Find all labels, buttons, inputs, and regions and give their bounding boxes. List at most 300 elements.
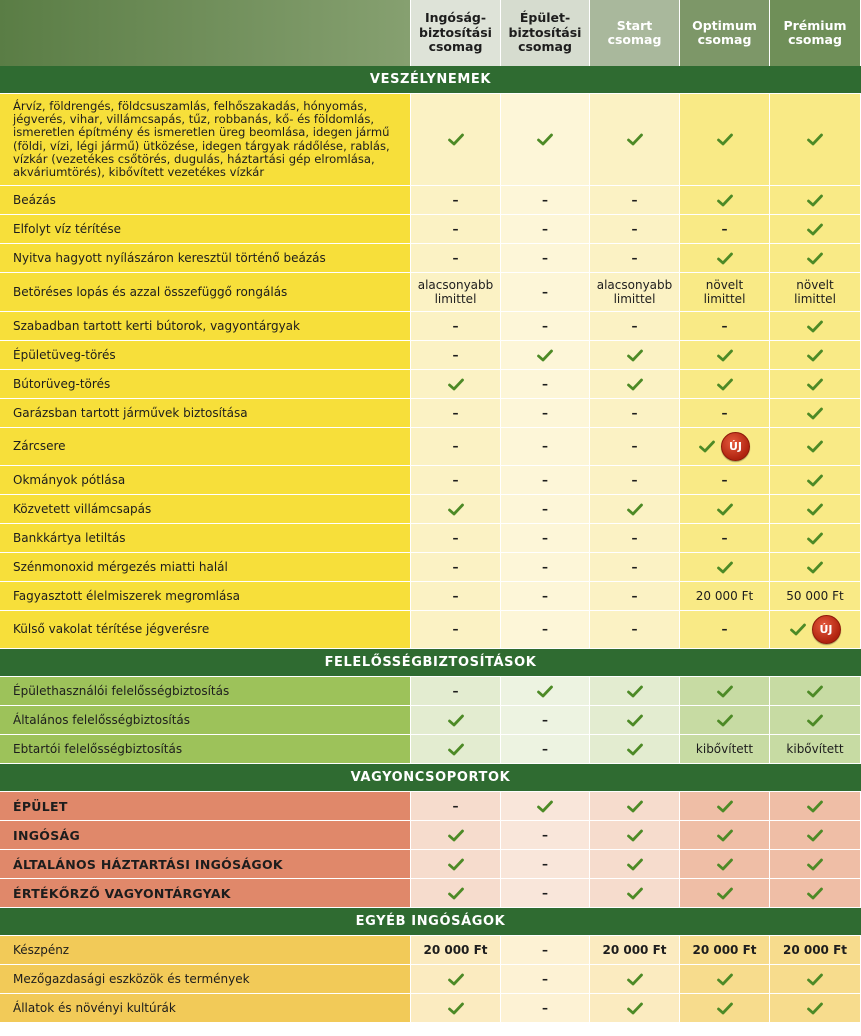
row-label: Szénmonoxid mérgezés miatti halál <box>0 553 410 581</box>
check-icon <box>807 194 823 207</box>
row-label: Készpénz <box>0 936 410 964</box>
column-header-2: Épület- biztosítási csomag <box>501 0 589 66</box>
value-cell <box>770 936 860 964</box>
check-icon <box>807 973 823 986</box>
dash-cell <box>501 611 589 648</box>
check-cell <box>770 524 860 552</box>
table-row <box>0 273 861 311</box>
check-icon <box>807 887 823 900</box>
value-cell <box>590 273 679 311</box>
check-cell <box>590 370 679 398</box>
table-row <box>0 792 861 820</box>
dash-cell <box>590 582 679 610</box>
check-cell <box>680 879 769 907</box>
dash-cell <box>680 524 769 552</box>
row-label: Általános felelősségbiztosítás <box>0 706 410 734</box>
dash-cell <box>411 466 500 494</box>
check-icon <box>717 349 733 362</box>
check-cell <box>590 94 679 185</box>
table-row <box>0 879 861 907</box>
check-icon <box>807 1002 823 1015</box>
check-icon <box>627 829 643 842</box>
check-icon <box>699 440 715 453</box>
dash-cell <box>411 186 500 214</box>
dash-mark: – <box>452 250 459 265</box>
check-icon <box>807 474 823 487</box>
dash-mark: – <box>721 622 728 637</box>
check-icon <box>717 800 733 813</box>
dash-cell <box>590 215 679 243</box>
dash-cell <box>501 312 589 340</box>
dash-cell <box>680 215 769 243</box>
table-row <box>0 706 861 734</box>
table-row <box>0 399 861 427</box>
check-icon <box>807 378 823 391</box>
dash-cell <box>590 524 679 552</box>
dash-cell <box>501 706 589 734</box>
row-label: ÉPÜLET <box>0 792 410 820</box>
check-cell <box>411 994 500 1022</box>
column-header-1: Ingóság- biztosítási csomag <box>411 0 500 66</box>
dash-cell <box>501 428 589 465</box>
check-icon <box>717 378 733 391</box>
dash-cell <box>501 850 589 878</box>
dash-cell <box>501 215 589 243</box>
dash-cell <box>411 244 500 272</box>
check-cell <box>411 370 500 398</box>
check-icon <box>807 320 823 333</box>
dash-cell <box>501 524 589 552</box>
row-label: INGÓSÁG <box>0 821 410 849</box>
check-icon <box>807 532 823 545</box>
check-cell <box>770 215 860 243</box>
check-icon <box>448 858 464 871</box>
value-text: 20 000 Ft <box>695 588 754 603</box>
dash-cell <box>680 399 769 427</box>
dash-mark: – <box>452 798 459 813</box>
dash-cell <box>501 965 589 993</box>
dash-cell <box>501 994 589 1022</box>
check-icon <box>627 1002 643 1015</box>
check-cell <box>770 186 860 214</box>
value-text: alacsonyabb limittel <box>596 277 673 306</box>
value-cell <box>680 273 769 311</box>
column-header-3: Start csomag <box>590 0 679 66</box>
check-icon <box>717 973 733 986</box>
check-icon <box>807 407 823 420</box>
dash-mark: – <box>542 250 548 265</box>
row-label: Garázsban tartott járművek biztosítása <box>0 399 410 427</box>
dash-cell <box>501 735 589 763</box>
section-title: FELELŐSSÉGBIZTOSÍTÁSOK <box>0 649 861 676</box>
dash-mark: – <box>542 885 548 900</box>
dash-cell <box>501 370 589 398</box>
value-cell <box>411 273 500 311</box>
row-label: Bútorüveg-törés <box>0 370 410 398</box>
row-label: Állatok és növényi kultúrák <box>0 994 410 1022</box>
check-icon <box>448 743 464 756</box>
check-cell <box>590 341 679 369</box>
check-cell <box>770 994 860 1022</box>
check-icon <box>537 349 553 362</box>
row-label: Fagyasztott élelmiszerek megromlása <box>0 582 410 610</box>
check-icon <box>627 685 643 698</box>
dash-cell <box>680 611 769 648</box>
check-icon <box>717 194 733 207</box>
row-label: Betöréses lopás és azzal összefüggő rongálás <box>0 273 410 311</box>
dash-cell <box>680 466 769 494</box>
check-cell <box>680 821 769 849</box>
check-cell <box>590 879 679 907</box>
check-cell <box>770 965 860 993</box>
section-title: VAGYONCSOPORTOK <box>0 764 861 791</box>
dash-mark: – <box>631 588 638 603</box>
dash-mark: – <box>542 318 548 333</box>
check-icon <box>717 503 733 516</box>
table-row <box>0 94 861 185</box>
check-icon <box>627 887 643 900</box>
table-row <box>0 341 861 369</box>
row-label: Ebtartói felelősségbiztosítás <box>0 735 410 763</box>
dash-cell <box>411 312 500 340</box>
dash-mark: – <box>721 405 728 420</box>
check-cell <box>590 821 679 849</box>
dash-mark: – <box>542 741 548 756</box>
check-cell <box>770 677 860 705</box>
check-icon <box>807 252 823 265</box>
dash-cell <box>411 677 500 705</box>
check-cell <box>770 341 860 369</box>
dash-mark: – <box>631 622 638 637</box>
value-cell <box>680 582 769 610</box>
row-label: Nyitva hagyott nyílászáron keresztül történő beázás <box>0 244 410 272</box>
check-cell <box>770 244 860 272</box>
value-cell <box>680 735 769 763</box>
table-row <box>0 821 861 849</box>
value-text: kibővített <box>695 741 754 756</box>
check-cell <box>411 879 500 907</box>
value-text: kibővített <box>786 741 844 756</box>
check-icon <box>627 973 643 986</box>
dash-mark: – <box>542 376 548 391</box>
section-title: VESZÉLYNEMEK <box>0 66 861 93</box>
section-title: EGYÉB INGÓSÁGOK <box>0 908 861 935</box>
dash-mark: – <box>721 221 728 236</box>
dash-mark: – <box>542 530 548 545</box>
check-cell <box>411 706 500 734</box>
row-label: Elfolyt víz térítése <box>0 215 410 243</box>
dash-mark: – <box>631 559 638 574</box>
check-cell <box>680 370 769 398</box>
check-icon <box>627 714 643 727</box>
check-icon <box>448 378 464 391</box>
table-row <box>0 553 861 581</box>
dash-mark: – <box>721 472 728 487</box>
check-cell <box>590 792 679 820</box>
table-row <box>0 936 861 964</box>
table-row <box>0 466 861 494</box>
dash-cell <box>590 186 679 214</box>
dash-mark: – <box>452 530 459 545</box>
dash-mark: – <box>452 347 459 362</box>
check-cell <box>770 370 860 398</box>
dash-mark: – <box>452 439 459 454</box>
check-cell <box>680 677 769 705</box>
check-cell <box>590 495 679 523</box>
dash-mark: – <box>631 439 638 454</box>
row-label: Bankkártya letiltás <box>0 524 410 552</box>
value-text: növelt limittel <box>703 277 746 306</box>
new-badge: ÚJ <box>812 615 841 644</box>
dash-mark: – <box>452 318 459 333</box>
dash-cell <box>411 792 500 820</box>
dash-cell <box>411 524 500 552</box>
check-icon <box>807 133 823 146</box>
dash-mark: – <box>631 221 638 236</box>
dash-cell <box>501 582 589 610</box>
check-icon <box>627 858 643 871</box>
check-cell <box>680 850 769 878</box>
check-cell <box>411 94 500 185</box>
value-text: 20 000 Ft <box>423 942 488 957</box>
check-icon <box>448 887 464 900</box>
dash-mark: – <box>631 250 638 265</box>
table-row <box>0 370 861 398</box>
value-cell <box>680 936 769 964</box>
value-text: alacsonyabb limittel <box>417 277 494 306</box>
check-cell <box>770 706 860 734</box>
table-header <box>0 0 861 66</box>
dash-cell <box>590 553 679 581</box>
dash-cell <box>501 821 589 849</box>
check-cell <box>680 244 769 272</box>
check-cell <box>590 994 679 1022</box>
check-cell <box>680 428 769 465</box>
dash-cell <box>590 244 679 272</box>
check-icon <box>537 800 553 813</box>
check-icon <box>717 858 733 871</box>
dash-mark: – <box>542 472 548 487</box>
check-icon <box>717 714 733 727</box>
check-cell <box>501 341 589 369</box>
dash-mark: – <box>452 221 459 236</box>
check-cell <box>770 792 860 820</box>
dash-mark: – <box>452 622 459 637</box>
dash-mark: – <box>542 712 548 727</box>
dash-mark: – <box>721 530 728 545</box>
check-cell <box>770 312 860 340</box>
table-row <box>0 428 861 465</box>
check-icon <box>448 133 464 146</box>
check-icon <box>807 223 823 236</box>
row-label: Szabadban tartott kerti bútorok, vagyontárgyak <box>0 312 410 340</box>
dash-cell <box>680 312 769 340</box>
table-row <box>0 524 861 552</box>
table-row <box>0 735 861 763</box>
check-icon <box>448 829 464 842</box>
dash-cell <box>590 399 679 427</box>
check-cell <box>770 495 860 523</box>
check-icon <box>537 685 553 698</box>
check-cell <box>411 850 500 878</box>
table-row <box>0 312 861 340</box>
column-header-5: Prémium csomag <box>770 0 860 66</box>
check-cell <box>411 735 500 763</box>
value-text: növelt limittel <box>794 277 836 306</box>
check-icon <box>790 623 806 636</box>
check-cell <box>680 94 769 185</box>
dash-cell <box>590 611 679 648</box>
check-cell <box>501 792 589 820</box>
value-text: 20 000 Ft <box>692 942 757 957</box>
check-icon <box>717 1002 733 1015</box>
table-row <box>0 677 861 705</box>
dash-cell <box>501 466 589 494</box>
value-cell <box>770 273 860 311</box>
dash-cell <box>501 495 589 523</box>
dash-mark: – <box>542 501 548 516</box>
dash-cell <box>590 466 679 494</box>
dash-mark: – <box>721 318 728 333</box>
row-label: Árvíz, földrengés, földcsuszamlás, felhőszakadás, hónyomás, jégverés, vihar, villámcsapás, tűz, robbanás, kő- és földomlás, ismeretlen építmény és ismeretlen üreg beomlása, idegen jármű (földi, vízi, légi jármű) ütközése, idegen tárgyak rádőlése, rablás, vízkár (vezetékes csőtörés, dugulás, háztartási gép elromlása, akváriumtörés), kibővített vezetékes vízkár <box>0 94 410 185</box>
dash-cell <box>501 936 589 964</box>
check-icon <box>717 133 733 146</box>
dash-cell <box>411 553 500 581</box>
row-label: Mezőgazdasági eszközök és termények <box>0 965 410 993</box>
check-cell <box>680 994 769 1022</box>
dash-mark: – <box>631 192 638 207</box>
table-row <box>0 186 861 214</box>
check-icon <box>807 561 823 574</box>
table-row <box>0 611 861 648</box>
dash-mark: – <box>542 284 548 299</box>
table-row <box>0 215 861 243</box>
dash-mark: – <box>631 318 638 333</box>
dash-cell <box>590 428 679 465</box>
check-cell <box>770 611 860 648</box>
table-row <box>0 994 861 1022</box>
check-cell <box>680 706 769 734</box>
check-cell <box>770 428 860 465</box>
dash-cell <box>411 399 500 427</box>
dash-mark: – <box>452 472 459 487</box>
check-cell <box>411 965 500 993</box>
check-icon <box>807 440 823 453</box>
check-cell <box>590 850 679 878</box>
check-cell <box>590 965 679 993</box>
check-icon <box>807 858 823 871</box>
dash-cell <box>411 215 500 243</box>
check-cell <box>501 94 589 185</box>
value-text: 50 000 Ft <box>786 588 844 603</box>
check-icon <box>807 685 823 698</box>
table-row <box>0 244 861 272</box>
dash-mark: – <box>631 472 638 487</box>
dash-mark: – <box>542 1000 548 1015</box>
check-icon <box>627 133 643 146</box>
dash-mark: – <box>542 559 548 574</box>
check-icon <box>627 800 643 813</box>
dash-cell <box>411 428 500 465</box>
dash-mark: – <box>542 971 548 986</box>
dash-cell <box>411 582 500 610</box>
check-icon <box>448 1002 464 1015</box>
check-icon <box>807 800 823 813</box>
check-icon <box>627 349 643 362</box>
dash-mark: – <box>631 405 638 420</box>
dash-mark: – <box>452 559 459 574</box>
check-icon <box>448 714 464 727</box>
dash-cell <box>501 273 589 311</box>
dash-mark: – <box>452 405 459 420</box>
value-cell <box>770 735 860 763</box>
dash-mark: – <box>542 221 548 236</box>
dash-cell <box>501 244 589 272</box>
check-cell <box>770 879 860 907</box>
check-cell <box>770 399 860 427</box>
check-cell <box>680 186 769 214</box>
dash-cell <box>501 553 589 581</box>
row-label: ÁLTALÁNOS HÁZTARTÁSI INGÓSÁGOK <box>0 850 410 878</box>
header-corner <box>0 0 410 66</box>
value-text: 20 000 Ft <box>782 942 848 957</box>
dash-mark: – <box>631 530 638 545</box>
check-cell <box>770 821 860 849</box>
row-label: Zárcsere <box>0 428 410 465</box>
check-icon <box>807 503 823 516</box>
check-cell <box>770 850 860 878</box>
table-row <box>0 965 861 993</box>
check-icon <box>627 743 643 756</box>
check-icon <box>807 714 823 727</box>
row-label: Külső vakolat térítése jégverésre <box>0 611 410 648</box>
check-icon <box>717 829 733 842</box>
check-cell <box>501 677 589 705</box>
row-label: Épületüveg-törés <box>0 341 410 369</box>
dash-mark: – <box>452 588 459 603</box>
dash-mark: – <box>542 405 548 420</box>
table-row <box>0 582 861 610</box>
value-cell <box>590 936 679 964</box>
row-label: Épülethasználói felelősségbiztosítás <box>0 677 410 705</box>
dash-mark: – <box>542 439 548 454</box>
check-icon <box>717 252 733 265</box>
dash-cell <box>501 879 589 907</box>
value-cell <box>770 582 860 610</box>
check-icon <box>717 561 733 574</box>
dash-cell <box>501 186 589 214</box>
dash-mark: – <box>542 827 548 842</box>
check-icon <box>627 378 643 391</box>
check-icon <box>717 685 733 698</box>
check-cell <box>770 466 860 494</box>
column-header-4: Optimum csomag <box>680 0 769 66</box>
check-icon <box>807 829 823 842</box>
check-cell <box>590 706 679 734</box>
check-cell <box>680 495 769 523</box>
dash-mark: – <box>542 622 548 637</box>
table-row <box>0 850 861 878</box>
check-cell <box>770 94 860 185</box>
new-badge: ÚJ <box>721 432 750 461</box>
dash-mark: – <box>542 588 548 603</box>
row-label: Közvetett villámcsapás <box>0 495 410 523</box>
check-cell <box>590 735 679 763</box>
check-icon <box>717 887 733 900</box>
check-cell <box>680 341 769 369</box>
check-cell <box>590 677 679 705</box>
check-cell <box>680 965 769 993</box>
